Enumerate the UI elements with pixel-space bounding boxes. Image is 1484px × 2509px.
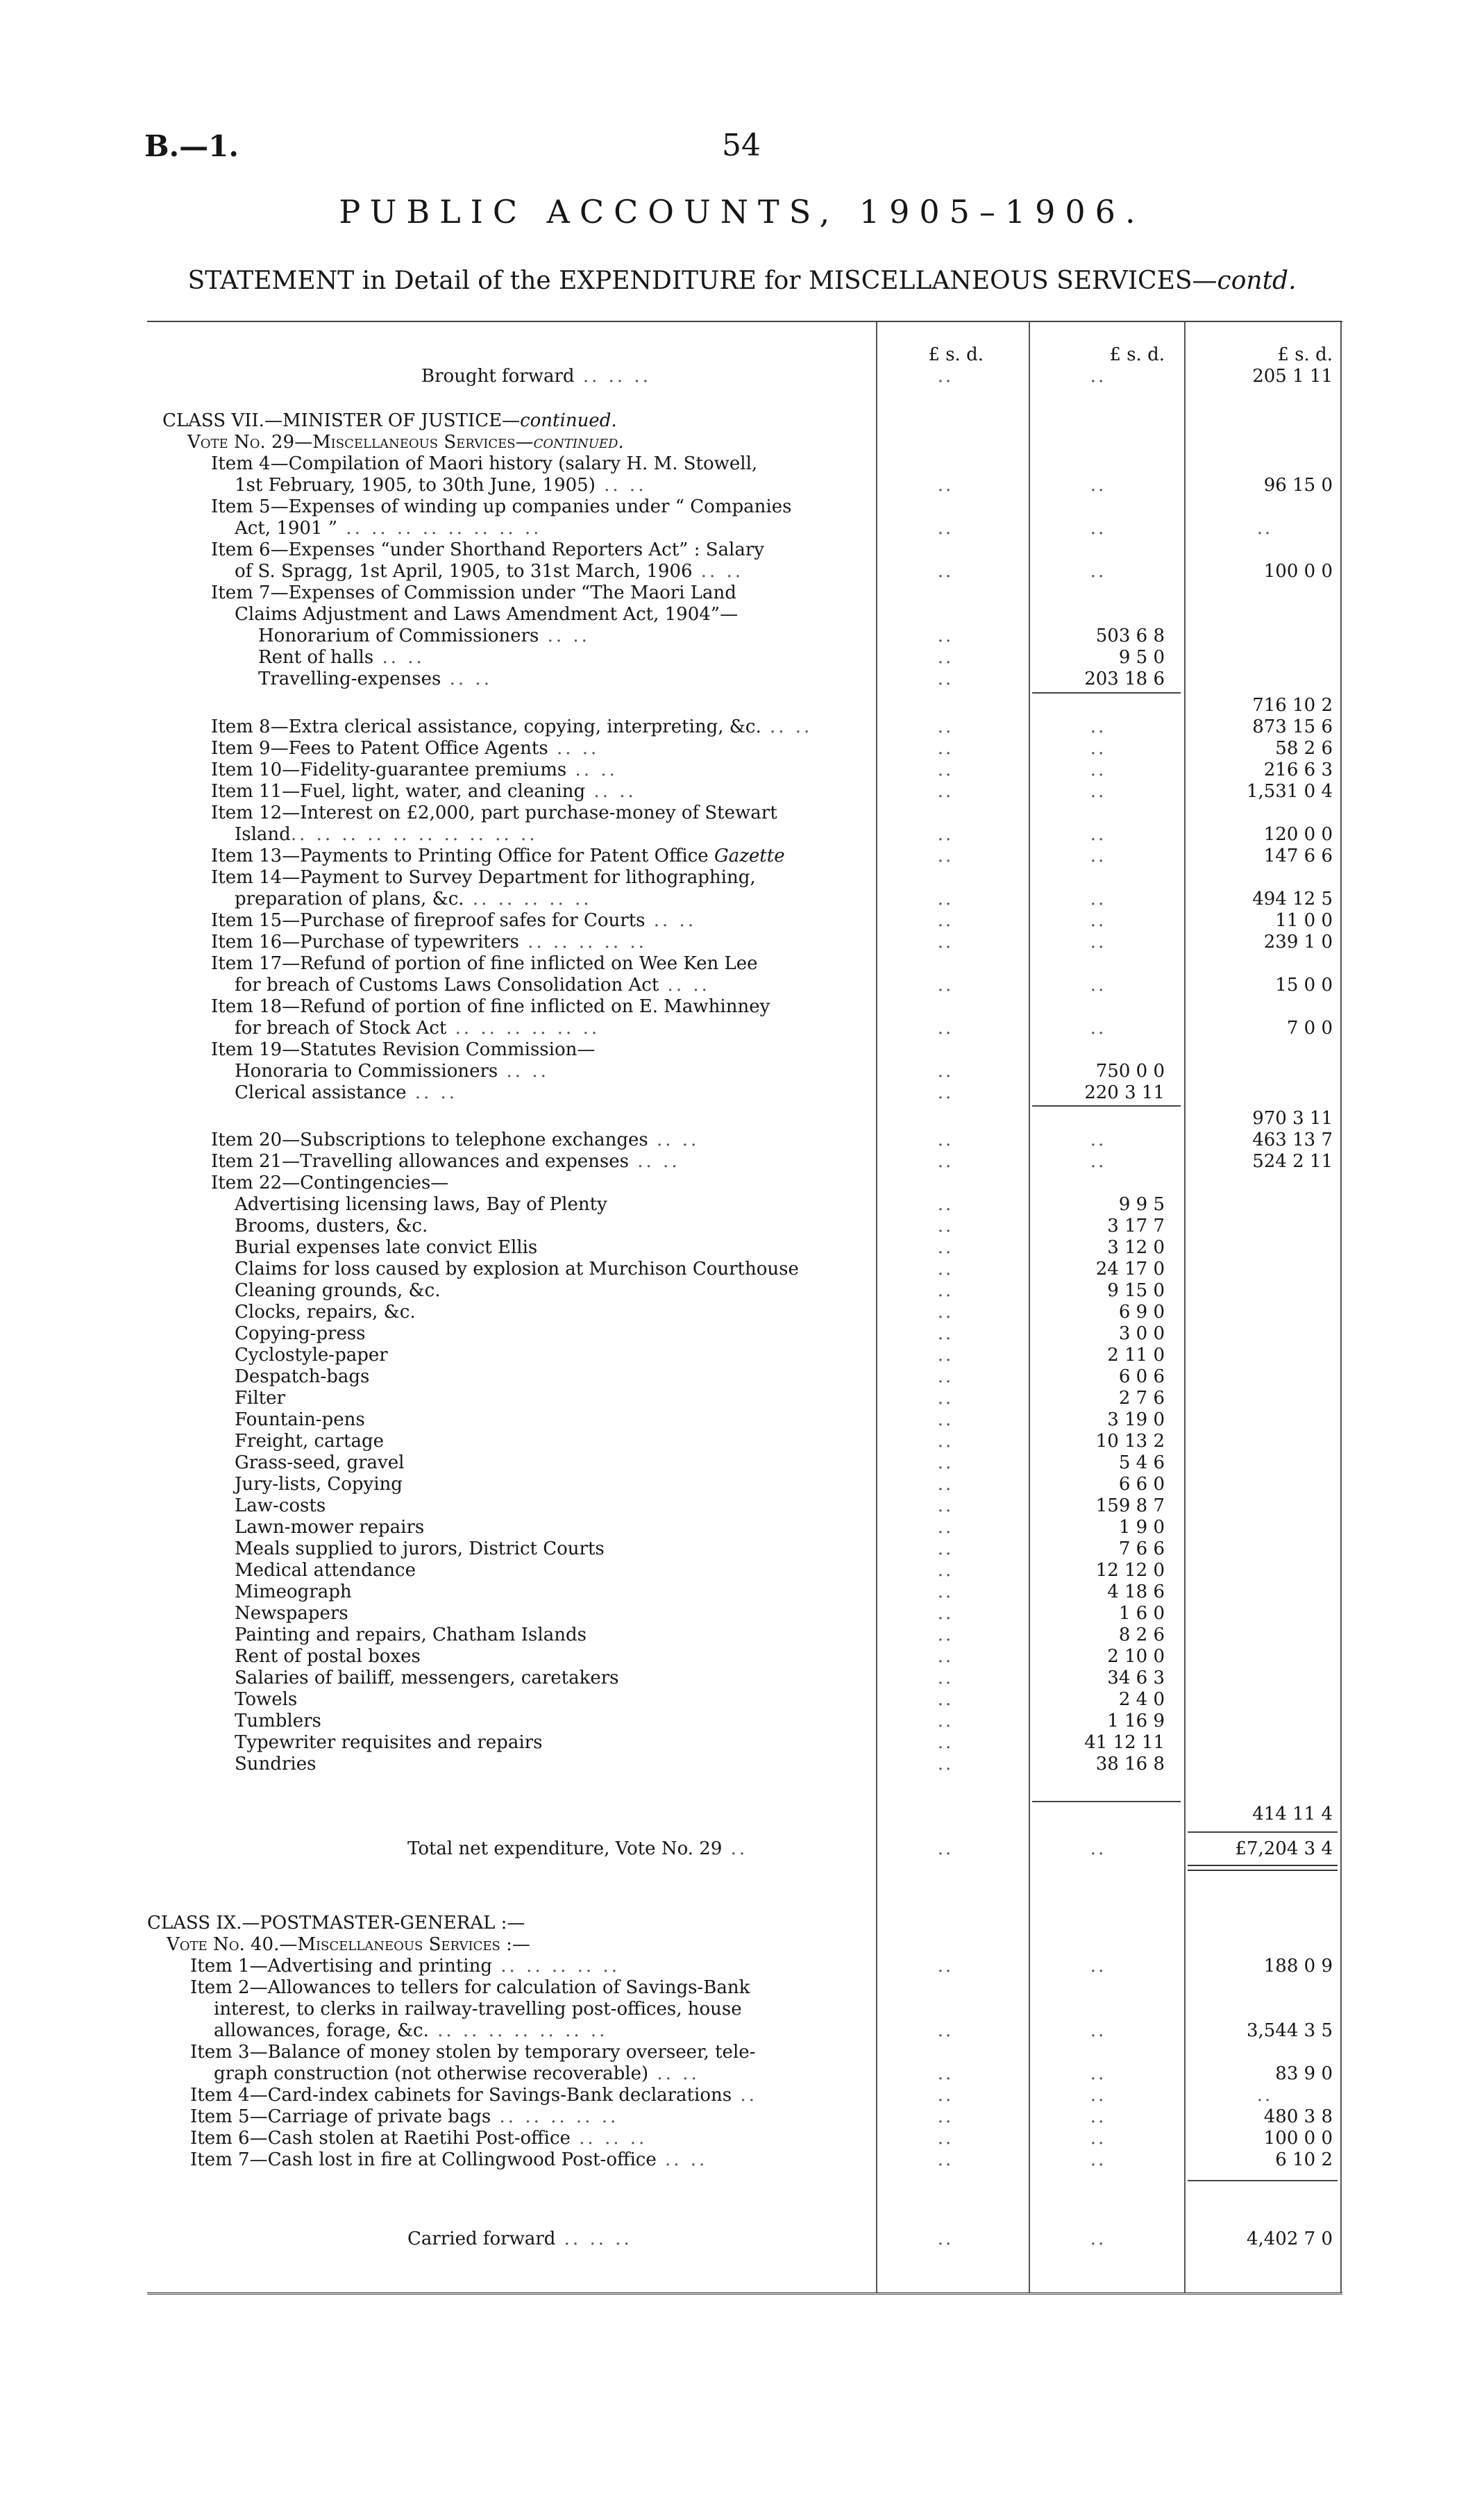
carried-forward-amount: 4,402 7 0 bbox=[1246, 2229, 1333, 2249]
item19-total: 970 3 11 bbox=[1252, 1108, 1333, 1129]
item-label: Item 1—Advertising and printing bbox=[190, 1956, 493, 1977]
item-amount: 12 12 0 bbox=[1095, 1560, 1165, 1581]
item-label: Claims Adjustment and Laws Amendment Act, 1904”— bbox=[235, 604, 739, 625]
item-amount: 220 3 11 bbox=[1084, 1082, 1165, 1103]
table-row: Clocks, repairs, &c. .. 6 9 0 bbox=[235, 1302, 1165, 1323]
table-row: Item 16—Purchase of typewriters .. .. .. .. .. .. .. 239 1 0 bbox=[211, 932, 1333, 953]
item-amount: 2 10 0 bbox=[1107, 1646, 1165, 1667]
table-row: Item 10—Fidelity-guarantee premiums .. .. .. 216 6 3 .. bbox=[211, 760, 1333, 780]
table-row: Sundries .. 38 16 8 bbox=[235, 1754, 1165, 1774]
item-label: Item 13—Payments to Printing Office for Patent Office bbox=[211, 846, 714, 866]
item-label: Grass-seed, gravel bbox=[235, 1452, 405, 1473]
item-amount: 2 7 6 bbox=[1118, 1388, 1165, 1409]
item-label: Item 4—Compilation of Maori history (salary H. M. Stowell, bbox=[211, 453, 758, 474]
page-title: PUBLIC ACCOUNTS, 1905–1906. bbox=[339, 193, 1145, 230]
table-row: Act, 1901 ” .. .. .. .. .. .. .. .. .. .. .. bbox=[235, 518, 1273, 539]
item-label: Clerical assistance bbox=[235, 1082, 407, 1103]
item-amount: 3 0 0 bbox=[1118, 1323, 1165, 1344]
table-row: Towels .. 2 4 0 bbox=[235, 1689, 1165, 1710]
table-row: Filter .. 2 7 6 bbox=[235, 1388, 1165, 1409]
item-amount: 9 15 0 bbox=[1107, 1280, 1165, 1301]
brought-forward-row: Brought forward .. .. .. .. .. 205 1 11 bbox=[421, 366, 1333, 387]
table-row: Burial expenses late convict Ellis .. 3 12 0 bbox=[235, 1237, 1165, 1258]
item-label: for breach of Stock Act bbox=[235, 1018, 447, 1039]
table-row: Item 11—Fuel, light, water, and cleaning .. .. .. 1,531 0 4 .. bbox=[211, 781, 1333, 802]
item-label: Filter bbox=[235, 1388, 285, 1409]
vote-heading bbox=[147, 1934, 1342, 1956]
item-label: preparation of plans, &c. bbox=[235, 889, 464, 909]
vote40-heading: Vote No. 40.—Miscellaneous Services :— bbox=[167, 1934, 530, 1955]
item-amount: 1 16 9 bbox=[1107, 1711, 1165, 1731]
table-row: Honoraria to Commissioners .. .. .. 750 0 0 bbox=[235, 1061, 1165, 1082]
subtotal-row bbox=[147, 695, 1342, 716]
item-amount: 96 15 0 bbox=[1263, 475, 1333, 496]
item-label: Sundries bbox=[235, 1754, 317, 1774]
item-amount: 3 12 0 bbox=[1107, 1237, 1165, 1258]
item-amount: 750 0 0 bbox=[1095, 1061, 1165, 1082]
table-row: Item 21—Travelling allowances and expenses .. .. .. .. 524 2 11 bbox=[211, 1151, 1333, 1172]
item-amount: 2 11 0 bbox=[1107, 1345, 1165, 1366]
item-label: Clocks, repairs, &c. bbox=[235, 1302, 416, 1323]
item-label: Item 7—Expenses of Commission under “The Maori Land bbox=[211, 582, 736, 603]
table-row: allowances, forage, &c. .. .. .. .. .. .. .. .. .. 3,544 3 5 bbox=[214, 2020, 1333, 2041]
table-row: Item 6—Cash stolen at Raetihi Post-office .. .. .. .. .. 100 0 0 bbox=[190, 2128, 1333, 2149]
page-number: 54 bbox=[722, 128, 761, 163]
item-label: Item 11—Fuel, light, water, and cleaning bbox=[211, 781, 586, 802]
item-label: for breach of Customs Laws Consolidation Act bbox=[235, 975, 659, 996]
table-row: Item 20—Subscriptions to telephone exchanges .. .. .. .. 463 13 7 bbox=[211, 1130, 1333, 1150]
item-label: Item 6—Cash stolen at Raetihi Post-office bbox=[190, 2128, 571, 2149]
subtotal-rule bbox=[1032, 692, 1181, 694]
table-row: Jury-lists, Copying .. 6 6 0 bbox=[235, 1474, 1165, 1495]
table-row bbox=[147, 453, 1342, 475]
table-row: Salaries of bailiff, messengers, caretakers .. 34 6 3 bbox=[235, 1668, 1165, 1688]
item-amount: 3 17 7 bbox=[1107, 1216, 1165, 1236]
class-heading bbox=[147, 410, 1342, 432]
table-row: Meals supplied to jurors, District Courts .. 7 6 6 bbox=[235, 1538, 1165, 1559]
table-row: Law-costs .. 159 8 7 bbox=[235, 1495, 1165, 1516]
table-row: Medical attendance .. 12 12 0 bbox=[235, 1560, 1165, 1581]
table-row: of S. Spragg, 1st April, 1905, to 31st March, 1906 .. .. .. .. 100 0 0 bbox=[235, 561, 1333, 582]
item-amount: 6 6 0 bbox=[1118, 1474, 1165, 1495]
item-label: Cleaning grounds, &c. bbox=[235, 1280, 441, 1301]
table-row bbox=[147, 604, 1342, 626]
item-amount: 38 16 8 bbox=[1095, 1754, 1165, 1774]
item-amount: 120 0 0 bbox=[1263, 824, 1333, 845]
table-row bbox=[147, 1039, 1342, 1061]
item-label: Item 3—Balance of money stolen by temporary overseer, tele- bbox=[190, 2042, 756, 2063]
item-label: Salaries of bailiff, messengers, caretakers bbox=[235, 1668, 619, 1688]
item-amount: 494 12 5 bbox=[1252, 889, 1333, 909]
column-header-row bbox=[147, 344, 1342, 366]
class9-heading: CLASS IX.—POSTMASTER-GENERAL :— bbox=[147, 1913, 525, 1933]
item-label: Burial expenses late convict Ellis bbox=[235, 1237, 538, 1258]
item-amount: 100 0 0 bbox=[1263, 561, 1333, 582]
item-label: Freight, cartage bbox=[235, 1431, 385, 1452]
item-amount: 2 4 0 bbox=[1118, 1689, 1165, 1710]
item-label: Item 19—Statutes Revision Commission— bbox=[211, 1039, 596, 1060]
table-row: Item 1—Advertising and printing .. .. .. .. .. .. .. 188 0 9 bbox=[190, 1956, 1333, 1977]
item-label: Honorarium of Commissioners bbox=[258, 626, 539, 646]
item-amount: 6 9 0 bbox=[1118, 1302, 1165, 1323]
column-header-1: £ s. d. bbox=[928, 344, 984, 365]
class-heading bbox=[147, 1913, 1342, 1934]
item-label: Item 4—Card-index cabinets for Savings-Bank declarations bbox=[190, 2085, 732, 2106]
subtotal-rule bbox=[1032, 1801, 1181, 1802]
item-label: allowances, forage, &c. bbox=[214, 2020, 429, 2041]
item-label: Tumblers bbox=[235, 1711, 321, 1731]
table-row: Typewriter requisites and repairs .. 41 12 11 bbox=[235, 1732, 1165, 1753]
item-amount: 5 4 6 bbox=[1118, 1452, 1165, 1473]
item-amount: 34 6 3 bbox=[1107, 1668, 1165, 1688]
item-amount: 1,531 0 4 bbox=[1246, 781, 1333, 802]
item-label: Painting and repairs, Chatham Islands bbox=[235, 1625, 587, 1645]
table-row: Painting and repairs, Chatham Islands .. 8 2 6 bbox=[235, 1625, 1165, 1645]
item-amount: 7 6 6 bbox=[1118, 1538, 1165, 1559]
brought-forward-amount: 205 1 11 bbox=[1252, 366, 1333, 387]
item-amount: 463 13 7 bbox=[1252, 1130, 1333, 1150]
table-row: Item 8—Extra clerical assistance, copying, interpreting, &c. .. .. .. 873 15 6 .. bbox=[211, 716, 1333, 737]
item-label: Item 8—Extra clerical assistance, copying, interpreting, &c. bbox=[211, 716, 761, 737]
table-row: Rent of halls .. .. .. 9 5 0 bbox=[258, 647, 1165, 668]
table-row bbox=[147, 867, 1342, 889]
vote-total-label: Total net expenditure, Vote No. 29 bbox=[407, 1838, 723, 1859]
total-double-rule bbox=[1188, 1865, 1338, 1871]
item-label: Despatch-bags bbox=[235, 1366, 370, 1387]
page-subtitle bbox=[0, 267, 1484, 295]
column-header-3: £ s. d. bbox=[1277, 344, 1333, 365]
item-amount: 1 6 0 bbox=[1118, 1603, 1165, 1624]
table-row: Cyclostyle-paper .. 2 11 0 bbox=[235, 1345, 1165, 1366]
item7-total: 716 10 2 bbox=[1252, 695, 1333, 716]
class7-contd: continued. bbox=[520, 410, 617, 431]
table-row: Claims for loss caused by explosion at Murchison Courthouse .. 24 17 0 bbox=[235, 1259, 1165, 1279]
item-label: Brooms, dusters, &c. bbox=[235, 1216, 428, 1236]
item-amount: 58 2 6 bbox=[1275, 738, 1333, 759]
table-row: Fountain-pens .. 3 19 0 bbox=[235, 1409, 1165, 1430]
vote29-contd: continued. bbox=[533, 432, 624, 453]
table-row bbox=[147, 539, 1342, 561]
total-rule bbox=[1188, 2180, 1338, 2181]
table-row bbox=[147, 496, 1342, 518]
carried-forward-row: Carried forward .. .. .. .. .. 4,402 7 0 bbox=[407, 2229, 1333, 2249]
item-label: Item 20—Subscriptions to telephone exchanges bbox=[211, 1130, 648, 1150]
table-row: Item 15—Purchase of fireproof safes for Courts .. .. .. .. 11 0 0 bbox=[211, 910, 1333, 931]
item-label: Item 6—Expenses “under Shorthand Reporters Act” : Salary bbox=[211, 539, 764, 560]
item-amount: 7 0 0 bbox=[1286, 1018, 1333, 1039]
table-row bbox=[147, 582, 1342, 604]
table-row bbox=[147, 996, 1342, 1018]
item-label-italic: Gazette bbox=[714, 846, 785, 866]
item-amount: 216 6 3 bbox=[1263, 760, 1333, 780]
item-label: Item 5—Carriage of private bags bbox=[190, 2106, 491, 2127]
item-label: Rent of halls bbox=[258, 647, 374, 668]
item-label: Law-costs bbox=[235, 1495, 326, 1516]
item-amount: 10 13 2 bbox=[1095, 1431, 1165, 1452]
table-row: Freight, cartage .. 10 13 2 bbox=[235, 1431, 1165, 1452]
table-row: Item 4—Card-index cabinets for Savings-Bank declarations .. .. .. .. bbox=[190, 2085, 1273, 2106]
column-header-2: £ s. d. bbox=[1109, 344, 1165, 365]
item-label: Lawn-mower repairs bbox=[235, 1517, 425, 1538]
item-amount: 100 0 0 bbox=[1263, 2128, 1333, 2149]
item-amount: 203 18 6 bbox=[1084, 669, 1165, 689]
item-label: Item 22—Contingencies— bbox=[211, 1173, 449, 1193]
item-label: Medical attendance bbox=[235, 1560, 416, 1581]
item-label: Travelling-expenses bbox=[258, 669, 441, 689]
table-row: Honorarium of Commissioners .. .. .. 503 6 8 bbox=[258, 626, 1165, 646]
item-label: Item 15—Purchase of fireproof safes for Courts bbox=[211, 910, 646, 931]
item-label: Honoraria to Commissioners bbox=[235, 1061, 498, 1082]
table-row: Clerical assistance .. .. .. 220 3 11 bbox=[235, 1082, 1165, 1103]
subtotal-row bbox=[147, 1108, 1342, 1130]
table-row: Item 5—Carriage of private bags .. .. .. .. .. .. .. 480 3 8 bbox=[190, 2106, 1333, 2127]
item-amount: 188 0 9 bbox=[1263, 1956, 1333, 1977]
table-row: Item 13—Payments to Printing Office for Patent Office Gazette .. .. 147 6 6 bbox=[211, 846, 1333, 866]
item-label: Item 17—Refund of portion of fine inflicted on Wee Ken Lee bbox=[211, 953, 758, 974]
item-label: Item 9—Fees to Patent Office Agents bbox=[211, 738, 548, 759]
item-label: Copying-press bbox=[235, 1323, 366, 1344]
table-row bbox=[147, 953, 1342, 975]
contingencies-total: 414 11 4 bbox=[1252, 1804, 1333, 1824]
item-amount: 8 2 6 bbox=[1118, 1625, 1165, 1645]
vote-total-amount: £7,204 3 4 bbox=[1235, 1838, 1333, 1859]
table-row: Rent of postal boxes .. 2 10 0 bbox=[235, 1646, 1165, 1667]
item-label: Act, 1901 ” bbox=[235, 518, 338, 539]
item-amount: 83 9 0 bbox=[1275, 2063, 1333, 2084]
class7-heading: CLASS VII.—MINISTER OF JUSTICE— bbox=[162, 410, 521, 431]
item-label: Item 10—Fidelity-guarantee premiums bbox=[211, 760, 567, 780]
item-amount: 503 6 8 bbox=[1095, 626, 1165, 646]
item-label: Advertising licensing laws, Bay of Plenty bbox=[235, 1194, 607, 1215]
table-row: Item 7—Cash lost in fire at Collingwood Post-office .. .. .. .. 6 10 2 bbox=[190, 2149, 1333, 2170]
brought-forward-label: Brought forward .. .. .. bbox=[421, 366, 651, 387]
table-row: for breach of Stock Act .. .. .. .. .. .. .. .. 7 0 0 bbox=[235, 1018, 1333, 1039]
item-label: Item 16—Purchase of typewriters bbox=[211, 932, 519, 953]
expenditure-table bbox=[147, 321, 1342, 2294]
item-label: Typewriter requisites and repairs bbox=[235, 1732, 543, 1753]
item-label: Rent of postal boxes bbox=[235, 1646, 421, 1667]
table-row bbox=[147, 803, 1342, 824]
document-reference: B.—1. bbox=[144, 129, 239, 163]
table-row: Cleaning grounds, &c. .. 9 15 0 bbox=[235, 1280, 1165, 1301]
item-label: 1st February, 1905, to 30th June, 1905) bbox=[235, 475, 596, 496]
table-row: Copying-press .. 3 0 0 bbox=[235, 1323, 1165, 1344]
item-label: Cyclostyle-paper bbox=[235, 1345, 388, 1366]
item-label: interest, to clerks in railway-travelling post-offices, house bbox=[214, 1999, 742, 2020]
item-amount: 4 18 6 bbox=[1107, 1581, 1165, 1602]
item-amount: 9 9 5 bbox=[1118, 1194, 1165, 1215]
item-amount: 159 8 7 bbox=[1095, 1495, 1165, 1516]
item-label: Fountain-pens bbox=[235, 1409, 365, 1430]
item-amount: 239 1 0 bbox=[1263, 932, 1333, 953]
carried-forward-label: Carried forward bbox=[407, 2229, 556, 2249]
item-label: Item 21—Travelling allowances and expenses bbox=[211, 1151, 629, 1172]
table-row bbox=[147, 1173, 1342, 1194]
subtotal-row bbox=[147, 1804, 1342, 1825]
table-row bbox=[147, 1999, 1342, 2020]
subtotal-rule bbox=[1032, 1105, 1181, 1107]
item-label: Towels bbox=[235, 1689, 298, 1710]
item-amount: 6 0 6 bbox=[1118, 1366, 1165, 1387]
item-amount: 11 0 0 bbox=[1275, 910, 1333, 931]
table-row: Advertising licensing laws, Bay of Plenty .. 9 9 5 bbox=[235, 1194, 1165, 1215]
item-amount: 24 17 0 bbox=[1095, 1259, 1165, 1279]
table-row bbox=[147, 1977, 1342, 1999]
item-label: Item 14—Payment to Survey Department for lithographing, bbox=[211, 867, 756, 888]
item-label: Jury-lists, Copying bbox=[235, 1474, 403, 1495]
item-label: Newspapers bbox=[235, 1603, 348, 1624]
vote-total-row: Total net expenditure, Vote No. 29 .. .. .. £7,204 3 4 bbox=[407, 1838, 1333, 1859]
item-label: Island bbox=[235, 824, 291, 845]
vote-heading bbox=[147, 432, 1342, 453]
item-amount: 147 6 6 bbox=[1263, 846, 1333, 866]
item-label: Item 5—Expenses of winding up companies under “ Companies bbox=[211, 496, 792, 517]
table-row: Tumblers .. 1 16 9 bbox=[235, 1711, 1165, 1731]
item-amount: 9 5 0 bbox=[1118, 647, 1165, 668]
item-label: Item 7—Cash lost in fire at Collingwood Post-office bbox=[190, 2149, 657, 2170]
table-row: graph construction (not otherwise recoverable) .. .. .. .. 83 9 0 bbox=[214, 2063, 1333, 2084]
table-row: Island.. .. .. .. .. .. .. .. .. .. .. .. 120 0 0 bbox=[235, 824, 1333, 845]
item-amount: 3,544 3 5 bbox=[1246, 2020, 1333, 2041]
item-label: Claims for loss caused by explosion at Murchison Courthouse bbox=[235, 1259, 799, 1279]
item-amount: 524 2 11 bbox=[1252, 1151, 1333, 1172]
item-amount: 15 0 0 bbox=[1275, 975, 1333, 996]
table-row: Item 9—Fees to Patent Office Agents .. .. .. 58 2 6 .. bbox=[211, 738, 1333, 759]
table-row: for breach of Customs Laws Consolidation Act .. .. .. .. 15 0 0 bbox=[235, 975, 1333, 996]
subtitle-contd: contd. bbox=[1217, 267, 1297, 295]
table-row: Newspapers .. 1 6 0 bbox=[235, 1603, 1165, 1624]
table-row: Travelling-expenses .. .. .. 203 18 6 bbox=[258, 669, 1165, 689]
item-amount: 480 3 8 bbox=[1263, 2106, 1333, 2127]
item-amount: 3 19 0 bbox=[1107, 1409, 1165, 1430]
item-amount: 41 12 11 bbox=[1084, 1732, 1165, 1753]
item-label: of S. Spragg, 1st April, 1905, to 31st March, 1906 bbox=[235, 561, 693, 582]
table-row: preparation of plans, &c. .. .. .. .. .. .. .. 494 12 5 bbox=[235, 889, 1333, 909]
item-amount: 6 10 2 bbox=[1275, 2149, 1333, 2170]
table-row: Lawn-mower repairs .. 1 9 0 bbox=[235, 1517, 1165, 1538]
item-label: Mimeograph bbox=[235, 1581, 352, 1602]
item-label: Meals supplied to jurors, District Courts bbox=[235, 1538, 605, 1559]
table-row: Mimeograph .. 4 18 6 bbox=[235, 1581, 1165, 1602]
total-rule bbox=[1188, 1831, 1338, 1833]
item-label: Item 2—Allowances to tellers for calculation of Savings-Bank bbox=[190, 1977, 750, 1998]
item-label: Item 12—Interest on £2,000, part purchase-money of Stewart bbox=[211, 803, 777, 823]
item-amount: 873 15 6 bbox=[1252, 716, 1333, 737]
item-label: Item 18—Refund of portion of fine inflicted on E. Mawhinney bbox=[211, 996, 770, 1017]
subtitle-main: STATEMENT in Detail of the EXPENDITURE for MISCELLANEOUS SERVICES— bbox=[187, 267, 1217, 295]
item-amount: 1 9 0 bbox=[1118, 1517, 1165, 1538]
table-row bbox=[147, 2042, 1342, 2063]
table-row: Grass-seed, gravel .. 5 4 6 bbox=[235, 1452, 1165, 1473]
table-row: Despatch-bags .. 6 0 6 bbox=[235, 1366, 1165, 1387]
table-row: 1st February, 1905, to 30th June, 1905) .. .. .. .. 96 15 0 bbox=[235, 475, 1333, 496]
item-label: graph construction (not otherwise recoverable) bbox=[214, 2063, 649, 2084]
vote29-heading: Vote No. 29—Miscellaneous Services— bbox=[187, 432, 534, 453]
table-row: Brooms, dusters, &c. .. 3 17 7 bbox=[235, 1216, 1165, 1236]
